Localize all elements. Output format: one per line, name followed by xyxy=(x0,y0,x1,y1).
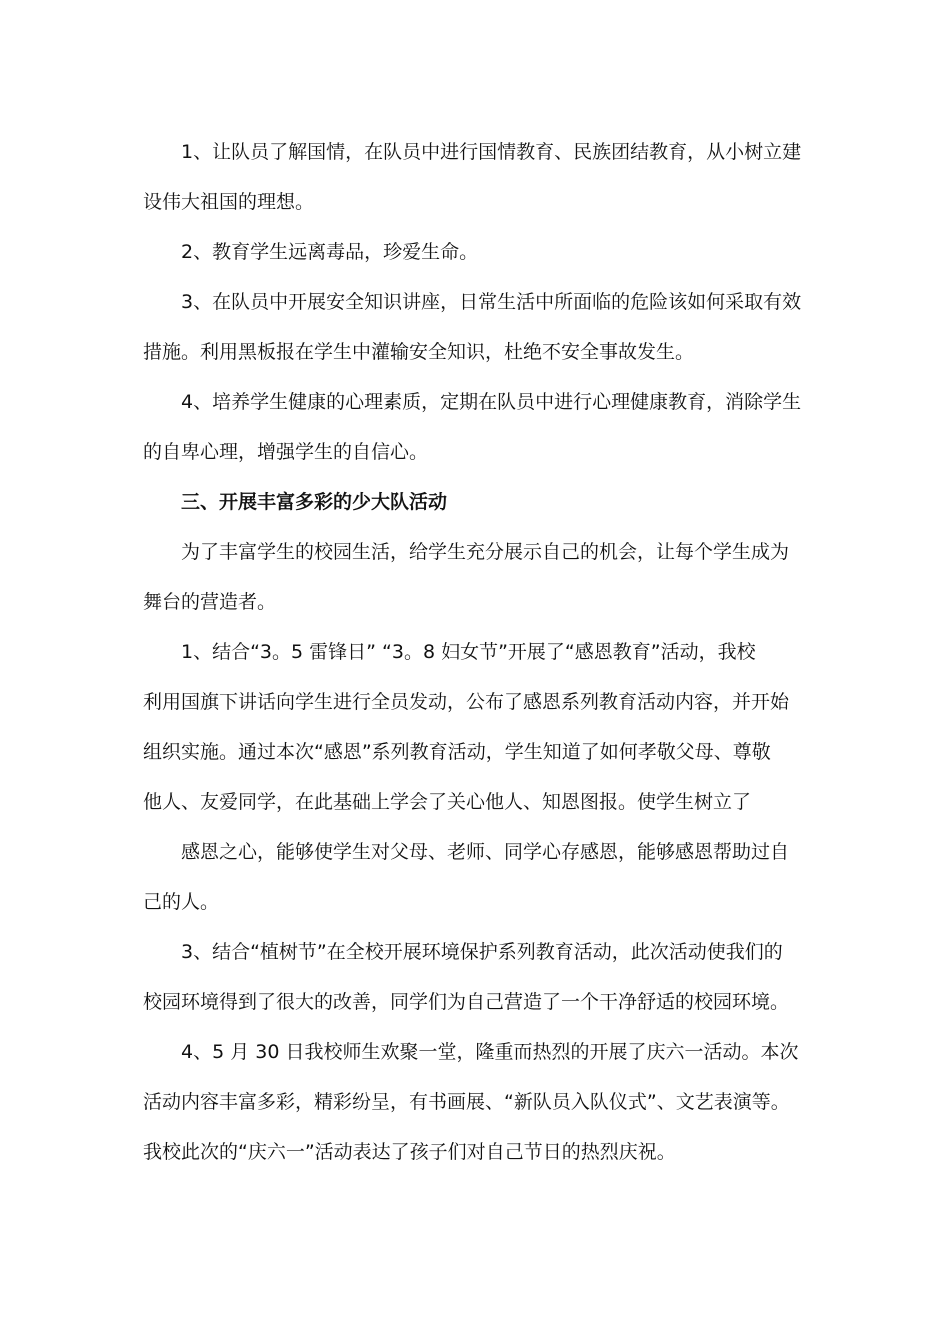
paragraph-line: 校园环境得到了很大的改善，同学们为自己营造了一个干净舒适的校园环境。 xyxy=(143,991,790,1013)
paragraph-line: 4、培养学生健康的心理素质，定期在队员中进行心理健康教育，消除学生 xyxy=(181,391,802,413)
paragraph-line: 利用国旗下讲话向学生进行全员发动，公布了感恩系列教育活动内容，并开始 xyxy=(143,691,790,713)
paragraph-line: 设伟大祖国的理想。 xyxy=(143,191,315,213)
paragraph-line: 1、让队员了解国情，在队员中进行国情教育、民族团结教育，从小树立建 xyxy=(181,141,802,163)
paragraph-line: 2、教育学生远离毒品，珍爱生命。 xyxy=(181,241,479,263)
paragraph-line: 他人、友爱同学，在此基础上学会了关心他人、知恩图报。使学生树立了 xyxy=(143,791,752,813)
paragraph-line: 舞台的营造者。 xyxy=(143,591,277,613)
paragraph-line: 1、结合“3。5 雷锋日” “3。8 妇女节”开展了“感恩教育”活动，我校 xyxy=(181,641,756,663)
paragraph-line: 组织实施。通过本次“感恩”系列教育活动，学生知道了如何孝敬父母、尊敬 xyxy=(143,741,771,763)
paragraph-line: 为了丰富学生的校园生活，给学生充分展示自己的机会，让每个学生成为 xyxy=(181,541,790,563)
paragraph-line: 活动内容丰富多彩，精彩纷呈，有书画展、“新队员入队仪式”、文艺表演等。 xyxy=(143,1091,790,1113)
paragraph-line: 感恩之心，能够使学生对父母、老师、同学心存感恩，能够感恩帮助过自 xyxy=(181,841,790,863)
section-heading: 三、开展丰富多彩的少大队活动 xyxy=(181,491,448,513)
paragraph-line: 4、5 月 30 日我校师生欢聚一堂，隆重而热烈的开展了庆六一活动。本次 xyxy=(181,1041,799,1063)
paragraph-line: 的自卑心理，增强学生的自信心。 xyxy=(143,441,429,463)
paragraph-line: 我校此次的“庆六一”活动表达了孩子们对自己节日的热烈庆祝。 xyxy=(143,1141,676,1163)
paragraph-line: 措施。利用黑板报在学生中灌输安全知识，杜绝不安全事故发生。 xyxy=(143,341,695,363)
paragraph-line: 3、在队员中开展安全知识讲座，日常生活中所面临的危险该如何采取有效 xyxy=(181,291,802,313)
paragraph-line: 己的人。 xyxy=(143,891,220,913)
paragraph-line: 3、结合“植树节”在全校开展环境保护系列教育活动，此次活动使我们的 xyxy=(181,941,783,963)
